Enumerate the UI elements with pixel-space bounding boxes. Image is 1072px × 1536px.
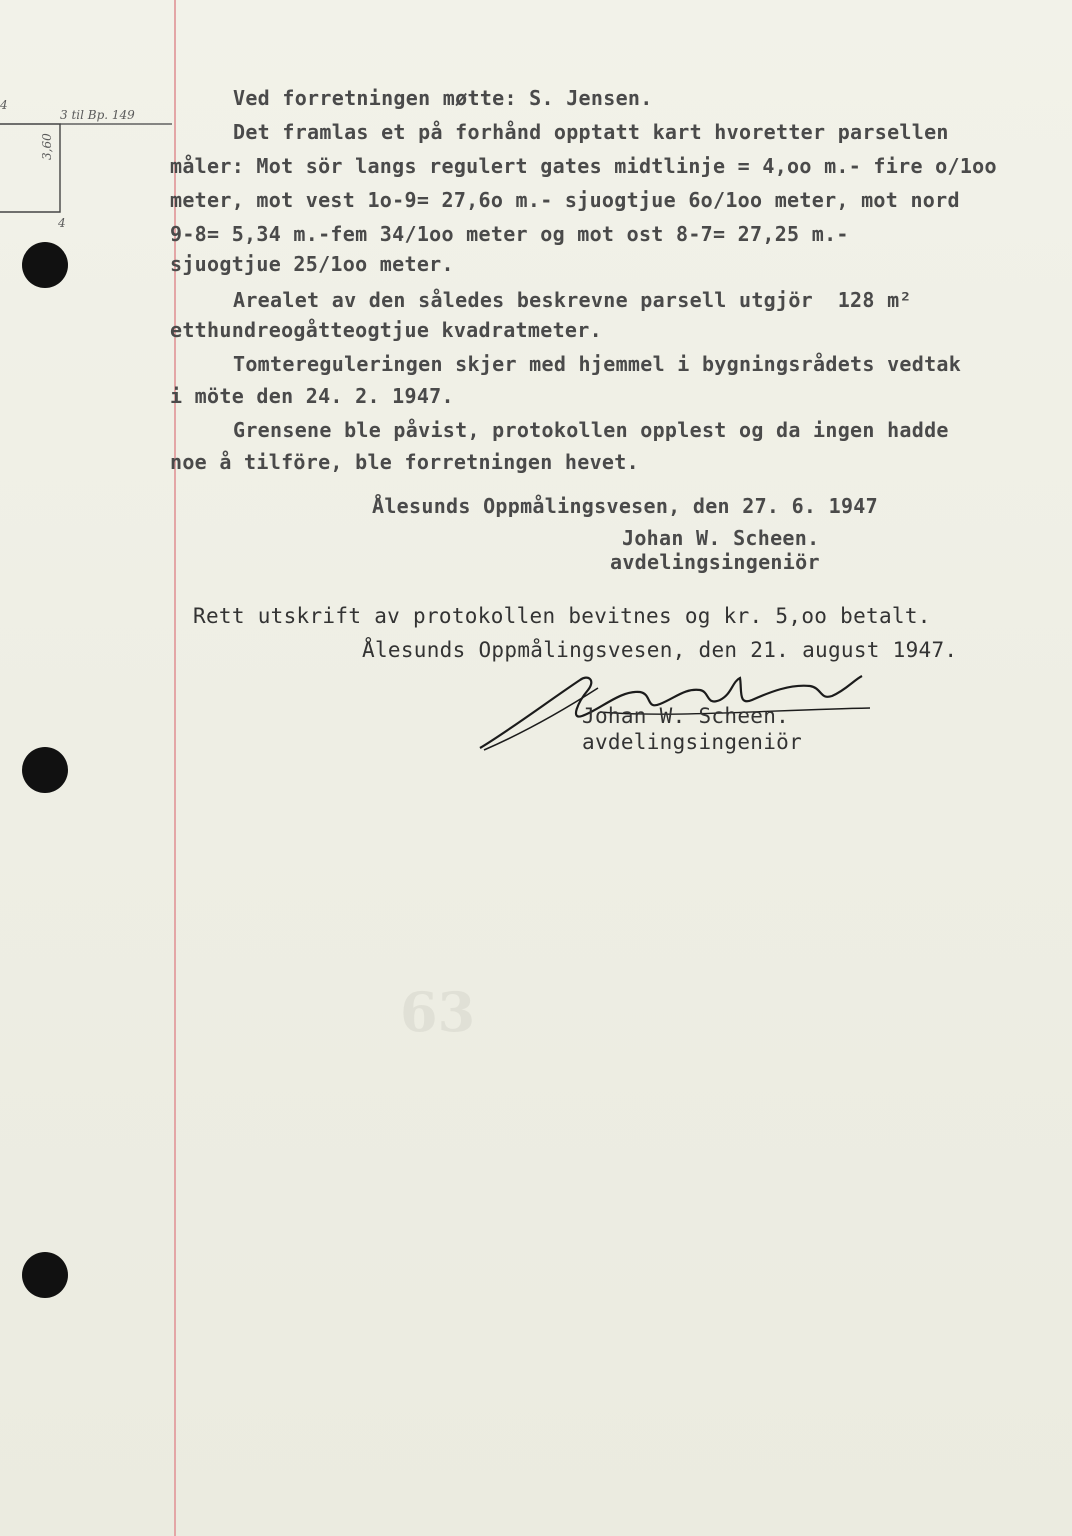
protocol-line: etthundreogåtteogtjue kvadratmeter.	[170, 318, 602, 342]
protocol-line: måler: Mot sör langs regulert gates midtlinje = 4,oo m.- fire o/1oo	[170, 154, 997, 178]
punch-hole-middle	[22, 747, 68, 793]
margin-note-ref: 3 til Bp. 149	[60, 108, 135, 122]
protocol-line: 9-8= 5,34 m.-fem 34/1oo meter og mot ost 8-7= 27,25 m.-	[170, 222, 849, 246]
punch-hole-top	[22, 242, 68, 288]
protocol-signer-title: avdelingsingeniör	[610, 550, 820, 574]
margin-note-top-left: 4	[0, 98, 8, 112]
certification-statement: Rett utskrift av protokollen bevitnes og kr. 5,oo betalt.	[193, 604, 931, 628]
certification-place-date: Ålesunds Oppmålingsvesen, den 21. august 1947.	[362, 638, 958, 662]
protocol-line: noe å tilföre, ble forretningen hevet.	[170, 450, 639, 474]
protocol-line: i möte den 24. 2. 1947.	[170, 384, 454, 408]
certification-signer-name: Johan W. Scheen.	[582, 704, 790, 728]
certification-signer-title: avdelingsingeniör	[582, 730, 803, 754]
margin-note-vertical: 3,60	[40, 133, 54, 160]
protocol-line: Det framlas et på forhånd opptatt kart hvoretter parsellen	[233, 120, 949, 144]
ghost-mark: 63	[400, 980, 476, 1044]
protocol-line: sjuogtjue 25/1oo meter.	[170, 252, 454, 276]
punch-hole-bottom	[22, 1252, 68, 1298]
protocol-line: Ved forretningen møtte: S. Jensen.	[233, 86, 653, 110]
protocol-line: meter, mot vest 1o-9= 27,6o m.- sjuogtjue 6o/1oo meter, mot nord	[170, 188, 960, 212]
protocol-signer-name: Johan W. Scheen.	[622, 526, 820, 550]
protocol-line: Tomtereguleringen skjer med hjemmel i bygningsrådets vedtak	[233, 352, 962, 376]
margin-note-bottom: 4	[58, 216, 66, 230]
protocol-line: Arealet av den således beskrevne parsell utgjör 128 m²	[233, 288, 912, 312]
protocol-place-date: Ålesunds Oppmålingsvesen, den 27. 6. 1947	[372, 494, 878, 518]
protocol-line: Grensene ble påvist, protokollen opplest og da ingen hadde	[233, 418, 949, 442]
